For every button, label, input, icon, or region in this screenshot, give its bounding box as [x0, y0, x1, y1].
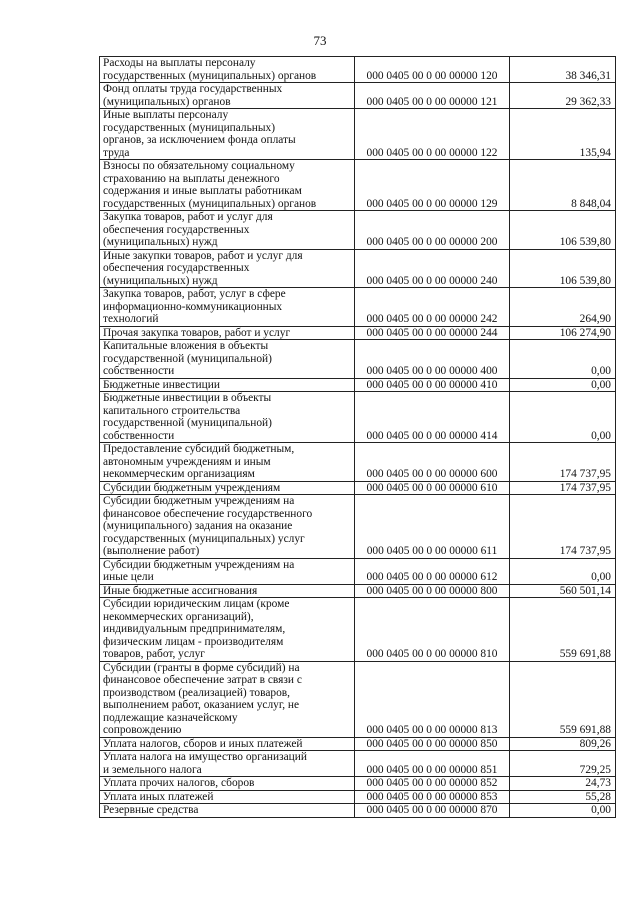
expense-name-cell [100, 737, 355, 751]
table-row [100, 57, 616, 83]
expense-name-line: Прочая закупка товаров, работ и услуг [103, 326, 291, 339]
amount-cell: 174 737,95 [510, 495, 616, 559]
expense-name-line: производством (реализацией) товаров, [103, 686, 290, 699]
expense-name-line: (муниципального) задания на оказание [103, 520, 293, 532]
expense-name-line: некоммерческим организациям [103, 468, 255, 480]
expense-name-line: Бюджетные инвестиции в объекты [103, 392, 272, 404]
expense-name-line: сопровождению [103, 724, 182, 736]
amount-cell: 809,26 [510, 737, 616, 751]
table-row [100, 378, 616, 392]
expense-name-line: Субсидии бюджетным учреждениям на [103, 495, 295, 507]
expense-name-line: Закупка товаров, работ и услуг для [103, 211, 273, 223]
expense-name-line: индивидуальным предпринимателям, [103, 623, 286, 635]
budget-code-cell: 000 0405 00 0 00 00000 410 [355, 378, 510, 392]
expense-name-line: Субсидии юридическим лицам (кроме [103, 598, 290, 610]
budget-code-cell: 000 0405 00 0 00 00000 120 [355, 57, 510, 83]
expense-name-cell [100, 804, 355, 818]
budget-code-cell: 000 0405 00 0 00 00000 600 [355, 443, 510, 482]
expense-name-line: Фонд оплаты труда государственных [103, 83, 283, 95]
expense-name-line: Субсидии бюджетным учреждениям на [103, 558, 295, 571]
table-row [100, 340, 616, 379]
budget-code-cell: 000 0405 00 0 00 00000 122 [355, 109, 510, 160]
expense-name-cell [100, 558, 355, 584]
table-row [100, 751, 616, 777]
expense-name-cell [100, 392, 355, 443]
amount-cell: 559 691,88 [510, 598, 616, 662]
table-row [100, 109, 616, 160]
budget-expenditure-table [99, 56, 616, 818]
budget-code-cell: 000 0405 00 0 00 00000 244 [355, 326, 510, 340]
expense-name-line: Взносы по обязательному социальному [103, 160, 295, 172]
budget-code-cell: 000 0405 00 0 00 00000 611 [355, 495, 510, 559]
expense-name-line: Уплата налога на имущество организаций [103, 751, 307, 763]
expense-name-line: Бюджетные инвестиции [103, 378, 220, 391]
table-row [100, 737, 616, 751]
expense-name-line: Иные закупки товаров, работ и услуг для [103, 249, 303, 262]
amount-cell: 106 539,80 [510, 211, 616, 250]
expense-name-line: Уплата налогов, сборов и иных платежей [103, 737, 303, 750]
budget-code-cell: 000 0405 00 0 00 00000 850 [355, 737, 510, 751]
amount-cell: 106 539,80 [510, 249, 616, 288]
expense-name-cell [100, 160, 355, 211]
expense-name-cell [100, 598, 355, 662]
budget-code-cell: 000 0405 00 0 00 00000 813 [355, 661, 510, 737]
expense-name-line: Предоставление субсидий бюджетным, [103, 443, 295, 455]
table-row [100, 584, 616, 598]
expense-name-cell [100, 326, 355, 340]
expense-name-line: финансовое обеспечение государственного [103, 507, 313, 520]
table-row [100, 777, 616, 791]
expense-name-line: Иные выплаты персоналу [103, 109, 229, 121]
amount-cell: 135,94 [510, 109, 616, 160]
expense-name-line: Расходы на выплаты персоналу [103, 57, 256, 69]
budget-code-cell: 000 0405 00 0 00 00000 242 [355, 288, 510, 327]
budget-code-cell: 000 0405 00 0 00 00000 853 [355, 790, 510, 804]
expense-name-cell [100, 211, 355, 250]
amount-cell: 24,73 [510, 777, 616, 791]
table-row [100, 211, 616, 250]
expense-name-line: органов, за исключением фонда оплаты [103, 134, 296, 146]
expense-name-line: Уплата прочих налогов, сборов [103, 777, 255, 789]
amount-cell: 729,25 [510, 751, 616, 777]
expense-name-line: Капитальные вложения в объекты [103, 340, 269, 352]
expense-name-cell [100, 751, 355, 777]
expense-name-line: Уплата иных платежей [103, 790, 214, 803]
expense-name-cell [100, 378, 355, 392]
expense-name-line: и земельного налога [103, 763, 202, 776]
expense-name-cell [100, 83, 355, 109]
table-row [100, 661, 616, 737]
budget-code-cell: 000 0405 00 0 00 00000 870 [355, 804, 510, 818]
table-row [100, 443, 616, 482]
expense-name-line: Субсидии (гранты в форме субсидий) на [103, 661, 300, 674]
expense-name-line: товаров, работ, услуг [103, 648, 205, 660]
budget-code-cell: 000 0405 00 0 00 00000 800 [355, 584, 510, 598]
expense-name-cell [100, 661, 355, 737]
expense-name-line: обеспечения государственных [103, 262, 250, 274]
expense-name-cell [100, 249, 355, 288]
expense-name-line: (муниципальных) органов [103, 95, 231, 108]
table-row [100, 326, 616, 340]
budget-code-cell: 000 0405 00 0 00 00000 129 [355, 160, 510, 211]
table-row [100, 288, 616, 327]
expense-name-line: обеспечения государственных [103, 223, 250, 236]
expense-name-line: страхованию на выплаты денежного [103, 172, 280, 185]
expense-name-cell [100, 481, 355, 495]
amount-cell: 264,90 [510, 288, 616, 327]
expense-name-line: финансовое обеспечение затрат в связи с [103, 674, 302, 686]
amount-cell: 106 274,90 [510, 326, 616, 340]
expense-name-cell [100, 57, 355, 83]
budget-code-cell: 000 0405 00 0 00 00000 852 [355, 777, 510, 791]
expense-name-line: государственных (муниципальных) услуг [103, 532, 305, 545]
expense-name-cell [100, 288, 355, 327]
expense-name-line: Субсидии бюджетным учреждениям [103, 481, 281, 494]
table-row [100, 249, 616, 288]
expense-name-cell [100, 777, 355, 791]
amount-cell: 38 346,31 [510, 57, 616, 83]
expense-name-line: Закупка товаров, работ, услуг в сфере [103, 288, 286, 300]
expense-name-line: некоммерческих организаций), [103, 610, 254, 623]
amount-cell: 560 501,14 [510, 584, 616, 598]
amount-cell: 174 737,95 [510, 443, 616, 482]
table-row [100, 83, 616, 109]
table-row [100, 804, 616, 818]
expense-name-cell [100, 109, 355, 160]
amount-cell: 29 362,33 [510, 83, 616, 109]
budget-code-cell: 000 0405 00 0 00 00000 414 [355, 392, 510, 443]
expense-name-cell [100, 340, 355, 379]
amount-cell: 0,00 [510, 340, 616, 379]
budget-code-cell: 000 0405 00 0 00 00000 200 [355, 211, 510, 250]
expense-name-cell [100, 495, 355, 559]
page-number: 73 [313, 33, 327, 48]
expense-name-line: выполнением работ, оказанием услуг, не [103, 699, 300, 711]
amount-cell: 55,28 [510, 790, 616, 804]
expense-name-line: содержания и иные выплаты работникам [103, 185, 302, 197]
expense-name-line: государственных (муниципальных) органов [103, 197, 317, 210]
table-row [100, 495, 616, 559]
expense-name-line: (муниципальных) нужд [103, 274, 218, 287]
amount-cell: 0,00 [510, 558, 616, 584]
amount-cell: 559 691,88 [510, 661, 616, 737]
expense-name-line: собственности [103, 429, 175, 442]
expense-name-line: Иные бюджетные ассигнования [103, 584, 258, 597]
budget-code-cell: 000 0405 00 0 00 00000 240 [355, 249, 510, 288]
expense-name-line: Резервные средства [103, 804, 199, 816]
budget-code-cell: 000 0405 00 0 00 00000 851 [355, 751, 510, 777]
expense-name-line: собственности [103, 365, 175, 377]
table-row [100, 392, 616, 443]
table-row [100, 481, 616, 495]
expense-name-line: информационно-коммуникационных [103, 300, 283, 313]
budget-code-cell: 000 0405 00 0 00 00000 810 [355, 598, 510, 662]
expense-name-line: автономным учреждениям и иным [103, 455, 271, 468]
budget-code-cell: 000 0405 00 0 00 00000 610 [355, 481, 510, 495]
budget-code-cell: 000 0405 00 0 00 00000 612 [355, 558, 510, 584]
amount-cell: 8 848,04 [510, 160, 616, 211]
expense-name-line: подлежащие казначейскому [103, 711, 238, 724]
table-body [100, 57, 616, 818]
expense-name-line: (выполнение работ) [103, 545, 200, 557]
table-row [100, 558, 616, 584]
table-row [100, 160, 616, 211]
amount-cell: 174 737,95 [510, 481, 616, 495]
table-row [100, 790, 616, 804]
amount-cell: 0,00 [510, 392, 616, 443]
expense-name-line: труда [103, 146, 130, 159]
expense-name-cell [100, 584, 355, 598]
table-row [100, 598, 616, 662]
expense-name-line: государственных (муниципальных) [103, 121, 276, 134]
expense-name-line: иные цели [103, 571, 154, 583]
expense-name-cell [100, 790, 355, 804]
expense-name-line: капитального строительства [103, 404, 241, 417]
expense-name-line: государственных (муниципальных) органов [103, 69, 317, 82]
expense-name-line: государственной (муниципальной) [103, 417, 272, 429]
amount-cell: 0,00 [510, 378, 616, 392]
budget-code-cell: 000 0405 00 0 00 00000 400 [355, 340, 510, 379]
expense-name-line: технологий [103, 313, 159, 325]
expense-name-line: государственной (муниципальной) [103, 352, 272, 365]
expense-name-cell [100, 443, 355, 482]
budget-code-cell: 000 0405 00 0 00 00000 121 [355, 83, 510, 109]
expense-name-line: (муниципальных) нужд [103, 236, 218, 248]
expense-name-line: физическим лицам - производителям [103, 635, 284, 648]
amount-cell: 0,00 [510, 804, 616, 818]
